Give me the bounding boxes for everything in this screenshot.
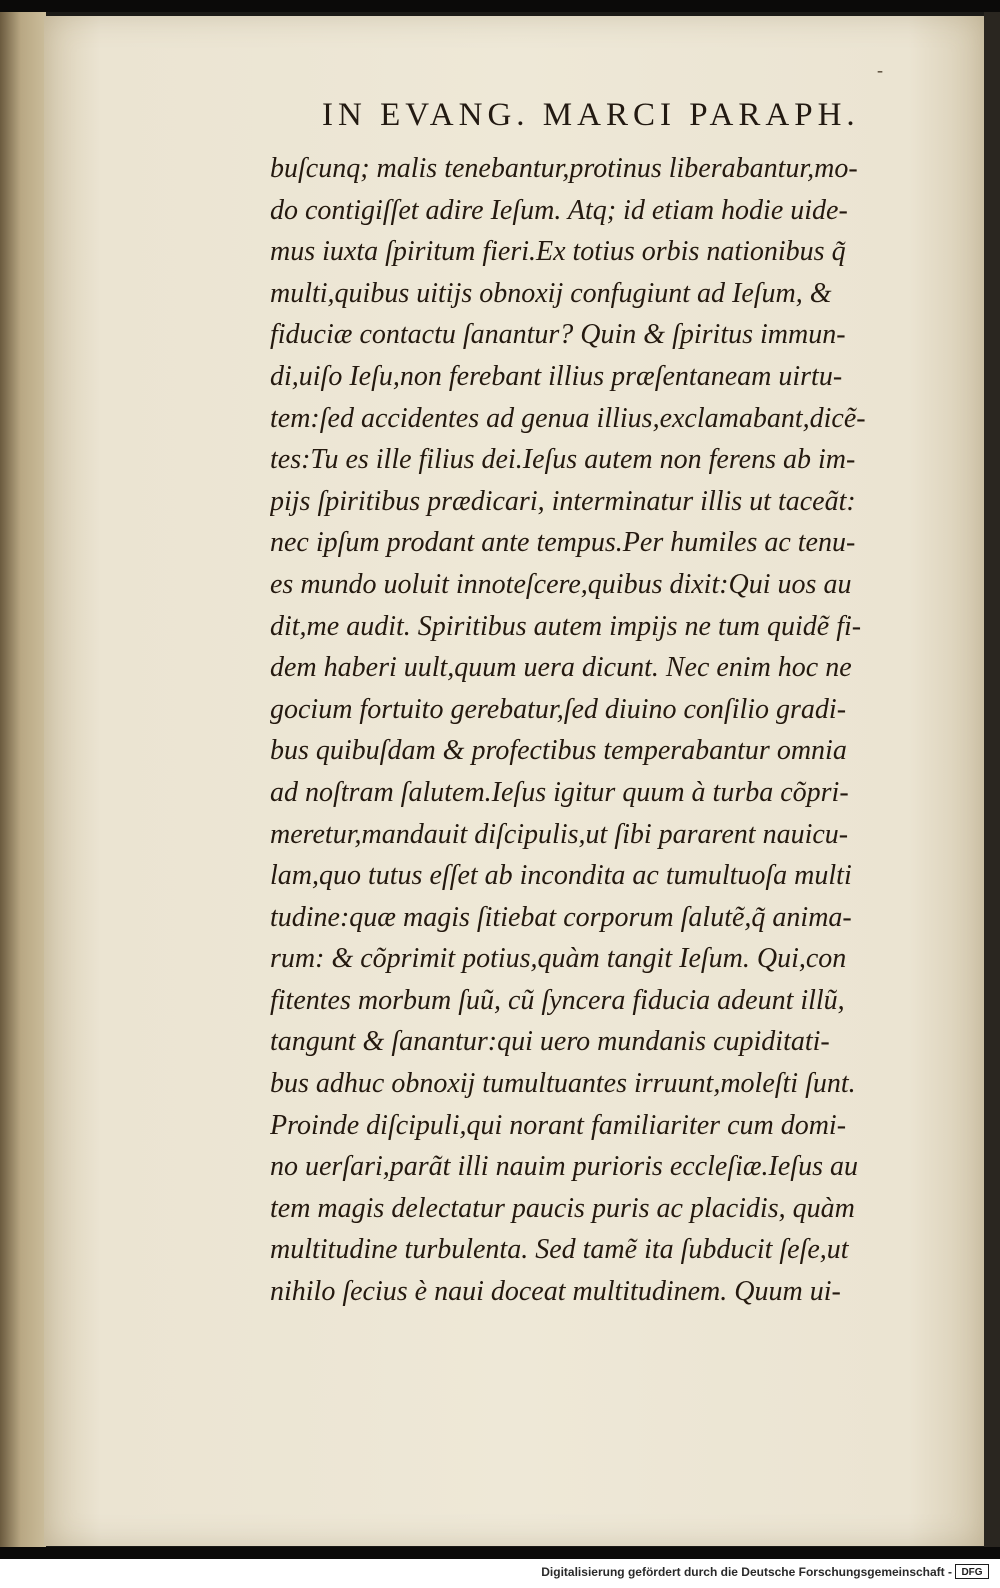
- text-line: di,uiſo Ieſu,non ferebant illius præſentaneam uirtu-: [270, 360, 843, 392]
- text-line: mus iuxta ſpiritum fieri.Ex totius orbis nationibus q̃: [270, 236, 846, 268]
- text-line: meretur,mandauit diſcipulis,ut ſibi pararent nauicu-: [270, 818, 849, 850]
- text-line: do contigiſſet adire Ieſum. Atq; id etiam hodie uide-: [270, 194, 848, 226]
- text-line: buſcunq; malis tenebantur,protinus liberabantur,mo-: [270, 153, 858, 184]
- text-line: ad noſtram ſalutem.Ieſus igitur quum à turba cõpri-: [270, 776, 849, 808]
- text-line: es mundo uoluit innoteſcere,quibus dixit:Qui uos au: [270, 568, 852, 600]
- funding-credit: Digitalisierung gefördert durch die Deutsche Forschungsgemeinschaft -: [541, 1565, 952, 1579]
- page-mark: -: [877, 60, 883, 80]
- text-line: bus quibuſdam & profectibus temperabantur omnia: [270, 735, 847, 767]
- text-line: multi,quibus uitijs obnoxij confugiunt ad Ieſum, &: [270, 277, 832, 309]
- text-line: tangunt & ſanantur:qui uero mundanis cupiditati-: [270, 1026, 830, 1058]
- text-line: fitentes morbum ſuũ, cũ ſyncera fiducia adeunt illũ,: [270, 984, 845, 1016]
- dfg-logo-icon: DFG: [955, 1564, 989, 1579]
- text-line: tem magis delectatur paucis puris ac placidis, quàm: [270, 1192, 855, 1224]
- text-line: bus adhuc obnoxij tumultuantes irruunt,moleſti ſunt.: [270, 1068, 856, 1100]
- text-line: rum: & cõprimit potius,quàm tangit Ieſum. Qui,con: [270, 943, 847, 975]
- scan-bottom-edge: [0, 1547, 1000, 1559]
- text-line: tem:ſed accidentes ad genua illius,exclamabant,dicẽ-: [270, 402, 866, 434]
- book-binding: [0, 12, 46, 1547]
- text-line: nec ipſum prodant ante tempus.Per humiles ac tenu-: [270, 527, 856, 559]
- body-text: [270, 148, 970, 1313]
- text-line: multitudine turbulenta. Sed tamẽ ita ſubducit ſeſe,ut: [270, 1234, 849, 1266]
- text-line: pijs ſpiritibus prædicari, interminatur illis ut taceãt:: [270, 485, 856, 517]
- text-line: tes:Tu es ille filius dei.Ieſus autem non ferens ab im-: [270, 444, 856, 476]
- running-head: IN EVANG. MARCI PARAPH.: [322, 97, 860, 133]
- text-line: no uerſari,parãt illi nauim purioris eccleſiæ.Ieſus au: [270, 1151, 858, 1183]
- text-line: lam,quo tutus eſſet ab incondita ac tumultuoſa multi: [270, 860, 852, 892]
- scan-right-edge: [984, 12, 1000, 1547]
- scan-top-edge: [0, 0, 1000, 12]
- text-line: dit,me audit. Spiritibus autem impijs ne tum quidẽ fi-: [270, 610, 862, 642]
- text-line: nihilo ſecius è naui doceat multitudinem. Quum ui-: [270, 1276, 841, 1308]
- text-line: Proinde diſcipuli,qui norant familiariter cum domi-: [270, 1109, 847, 1141]
- text-line: tudine:quæ magis ſitiebat corporum ſalutẽ,q̃ anima-: [270, 901, 852, 933]
- text-line: gocium fortuito gerebatur,ſed diuino conſilio gradi-: [270, 693, 847, 725]
- text-line: dem haberi uult,quum uera dicunt. Nec enim hoc ne: [270, 652, 852, 684]
- text-line: fiduciæ contactu ſanantur? Quin & ſpiritus immun-: [270, 319, 846, 351]
